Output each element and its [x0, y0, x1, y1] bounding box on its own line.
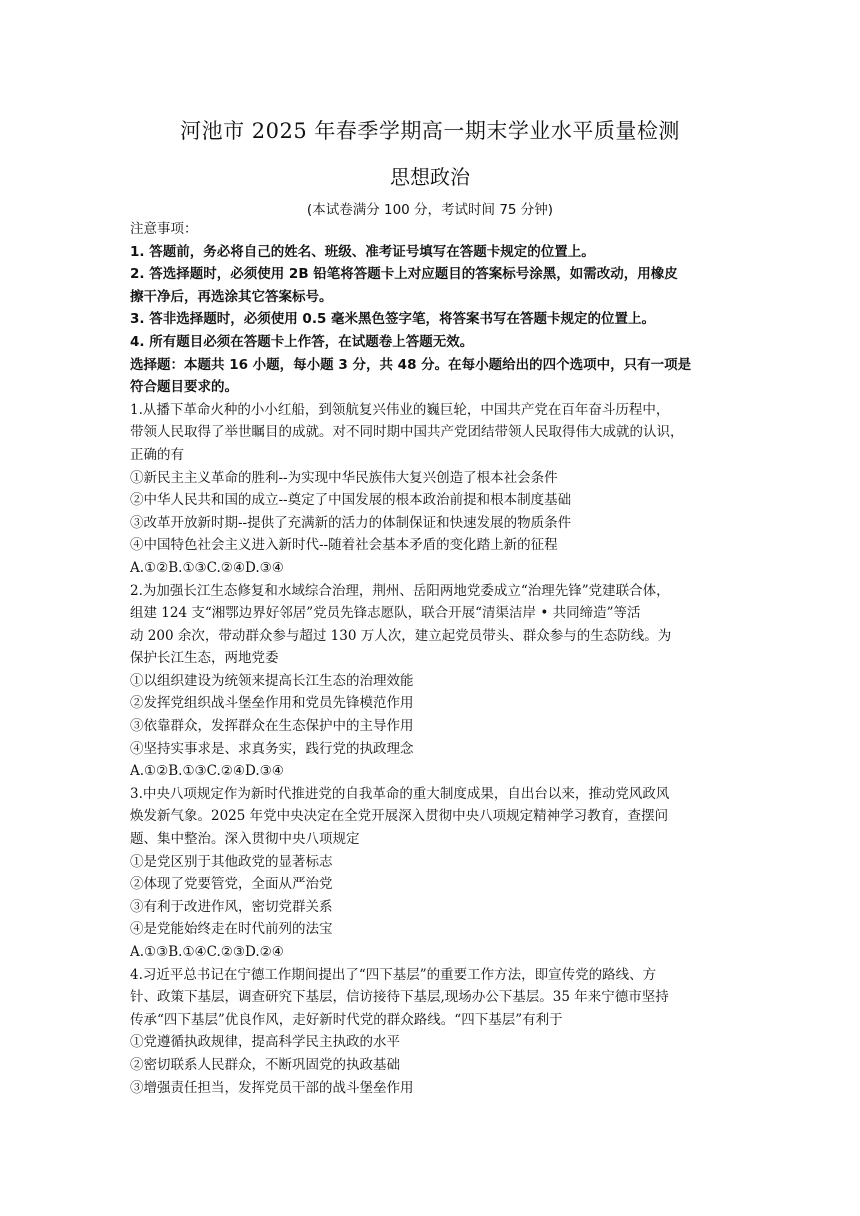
- statement-option: ③有利于改进作风，密切党群关系: [130, 898, 333, 915]
- statement-option: ④坚持实事求是、求真务实，践行党的执政理念: [130, 740, 414, 757]
- question-3: [130, 783, 740, 964]
- question-1: [130, 399, 740, 580]
- statement-option: ④是党能始终走在时代前列的法宝: [130, 921, 333, 938]
- question-stem: 4.习近平总书记在宁德工作期间提出了“四下基层”的重要工作方法，即宣传党的路线、方: [130, 966, 657, 983]
- question-4: [130, 964, 740, 1100]
- answer-choices: A.①③B.①④C.②③D.②④: [130, 944, 284, 960]
- notice-item: 4. 所有题目必须在答题卡上作答，在试题卷上答题无效。: [130, 333, 474, 350]
- exam-title: 河池市 2025 年春季学期高一期末学业水平质量检测: [180, 119, 680, 143]
- question-stem: 正确的有: [130, 446, 184, 463]
- notice-item: 1. 答题前，务必将自己的姓名、班级、准考证号填写在答题卡规定的位置上。: [130, 243, 595, 260]
- statement-option: ①党遵循执政规律，提高科学民主执政的水平: [130, 1034, 400, 1051]
- question-stem: 1.从播下革命火种的小小红船，到领航复兴伟业的巍巨轮，中国共产党在百年奋斗历程中，: [130, 401, 670, 418]
- section-instruction: 符合题目要求的。: [130, 379, 238, 396]
- question-stem: 3.中央八项规定作为新时代推进党的自我革命的重大制度成果，自出台以来，推动党风政风: [130, 785, 670, 802]
- statement-option: ①新民主主义革命的胜利--为实现中华民族伟大复兴创造了根本社会条件: [130, 469, 558, 486]
- statement-option: ③改革开放新时期--提供了充满新的活力的体制保证和快速发展的物质条件: [130, 514, 572, 531]
- question-stem: 题、集中整治。深入贯彻中央八项规定: [130, 831, 360, 848]
- statement-option: ①以组织建设为统领来提高长江生态的治理效能: [130, 672, 414, 689]
- notice-item: 3. 答非选择题时，必须使用 0.5 毫米黑色签字笔，将答案书写在答题卡规定的位置上。: [130, 311, 656, 328]
- statement-option: ②密切联系人民群众，不断巩固党的执政基础: [130, 1056, 400, 1073]
- question-stem: 焕发新气象。2025 年党中央决定在全党开展深入贯彻中央八项规定精神学习教育，查摆问: [130, 808, 669, 825]
- notice-item: 2. 答选择题时，必须使用 2B 铅笔将答题卡上对应题目的答案标号涂黑，如需改动，用橡皮: [130, 266, 678, 283]
- subject-title: 思想政治: [390, 165, 470, 189]
- question-stem: 传承“四下基层”优良作风，走好新时代党的群众路线。“四下基层”有利于: [130, 1011, 563, 1028]
- statement-option: ④中国特色社会主义进入新时代--随着社会基本矛盾的变化踏上新的征程: [130, 537, 558, 554]
- question-stem: 针、政策下基层，调查研究下基层，信访接待下基层,现场办公下基层。35 年来宁德市坚持: [130, 989, 669, 1006]
- exam-content: [130, 218, 740, 1099]
- statement-option: ③增强责任担当，发挥党员干部的战斗堡垒作用: [130, 1079, 414, 1096]
- exam-info: (本试卷满分 100 分，考试时间 75 分钟): [306, 202, 554, 218]
- question-stem: 动 200 余次，带动群众参与超过 130 万人次，建立起党员带头、群众参与的生态防线。为: [130, 627, 672, 644]
- answer-choices: A.①②B.①③C.②④D.③④: [130, 559, 284, 576]
- notice-heading: 注意事项：: [130, 221, 198, 237]
- statement-option: ①是党区别于其他政党的显著标志: [130, 853, 333, 870]
- statement-option: ②中华人民共和国的成立--奠定了中国发展的根本政治前提和根本制度基础: [130, 492, 572, 509]
- question-stem: 带领人民取得了举世瞩目的成就。对不同时期中国共产党团结带领人民取得伟大成就的认识，: [130, 424, 684, 441]
- statement-option: ②体现了党要管党，全面从严治党: [130, 876, 333, 893]
- question-2: [130, 580, 740, 783]
- answer-choices: A.①②B.①③C.②④D.③④: [130, 763, 284, 780]
- question-stem: 2.为加强长江生态修复和水域综合治理，荆州、岳阳两地党委成立“治理先锋”党建联合体，: [130, 582, 670, 599]
- question-stem: 组建 124 支“湘鄂边界好邻居”党员先锋志愿队，联合开展“清渠洁岸 • 共同缔造”等活: [130, 605, 641, 622]
- question-stem: 保护长江生态，两地党委: [130, 650, 279, 667]
- section-instruction: 选择题：本题共 16 小题，每小题 3 分，共 48 分。在每小题给出的四个选项中，只有一项是: [130, 356, 692, 373]
- notice-item: 擦干净后，再选涂其它答案标号。: [130, 288, 333, 305]
- statement-option: ③依靠群众，发挥群众在生态保护中的主导作用: [130, 718, 414, 735]
- statement-option: ②发挥党组织战斗堡垒作用和党员先锋模范作用: [130, 695, 414, 712]
